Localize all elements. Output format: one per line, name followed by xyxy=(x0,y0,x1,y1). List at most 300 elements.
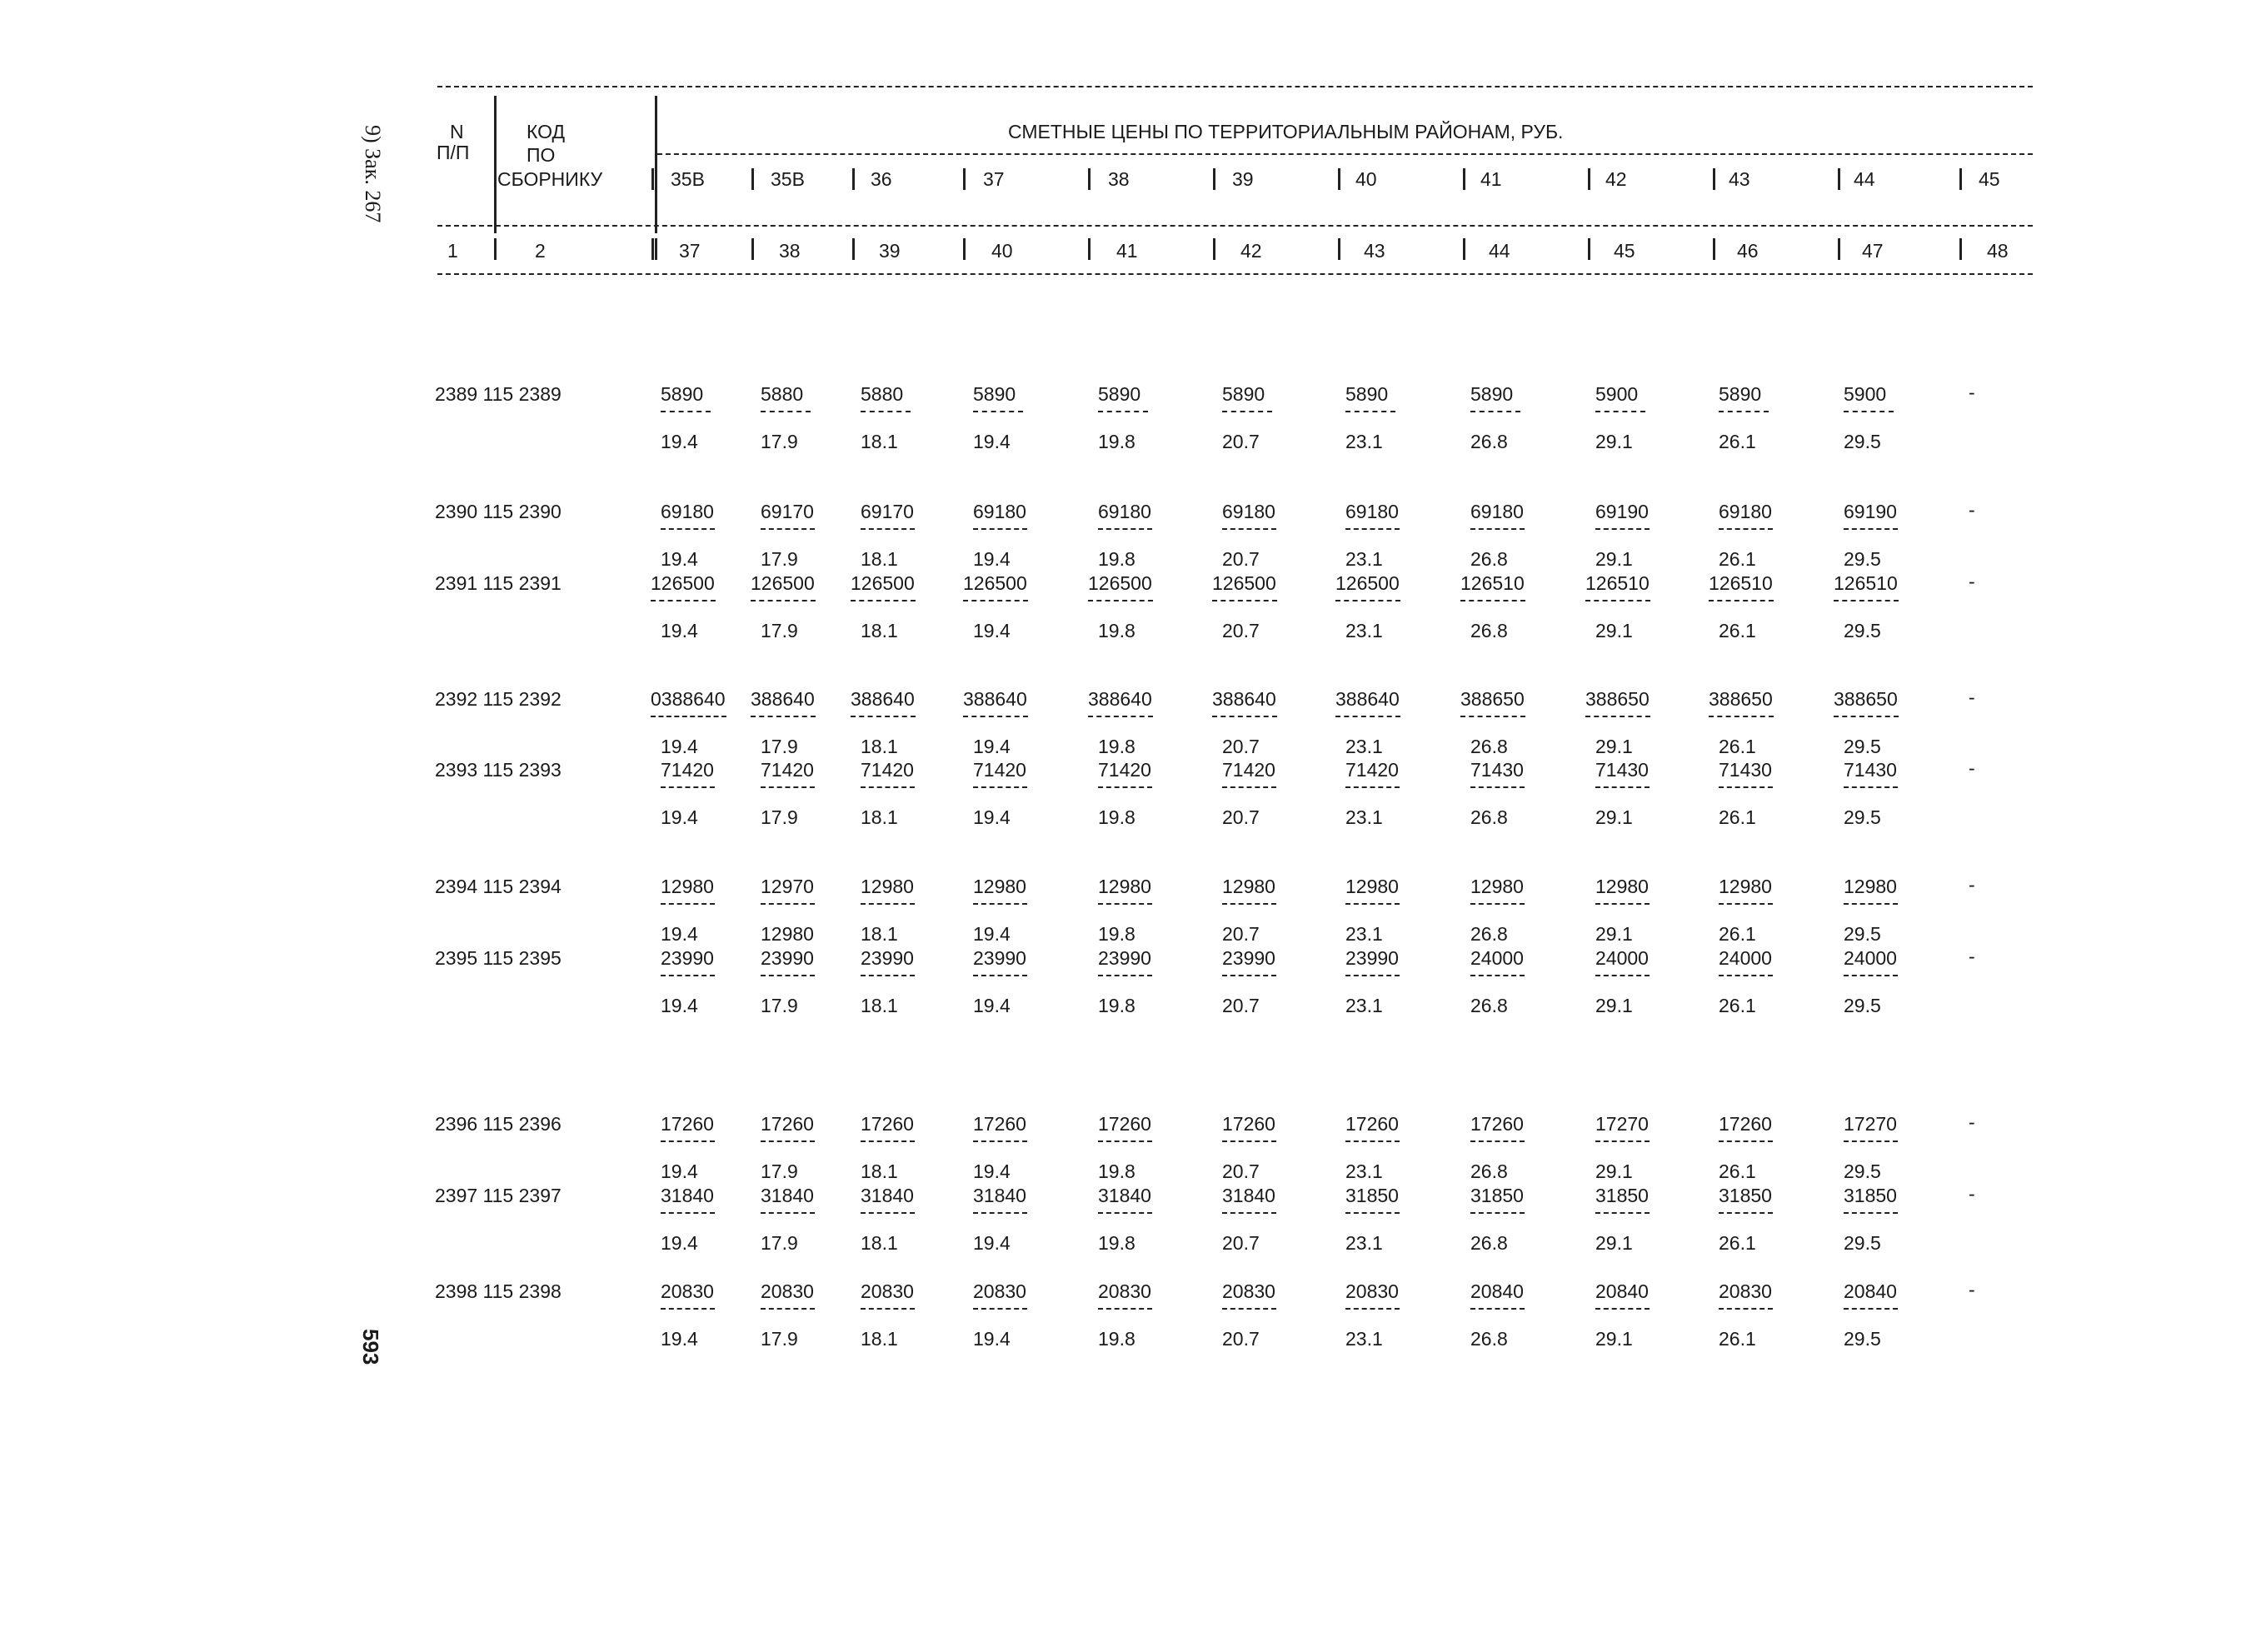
coefficient-value: 19.8 xyxy=(1098,548,1135,570)
fraction-rule xyxy=(1719,1212,1773,1214)
row-label: 2389 115 2389 xyxy=(435,383,562,405)
coefficient-value: 20.7 xyxy=(1222,923,1260,945)
fraction-rule xyxy=(1844,975,1898,976)
region-header-cell: 39 xyxy=(1232,168,1254,190)
price-value: 69180 xyxy=(1470,501,1524,522)
row-label: 2398 115 2398 xyxy=(435,1280,562,1302)
price-value: 5900 xyxy=(1595,383,1639,405)
price-value: 31840 xyxy=(1222,1185,1275,1206)
coefficient-value: 23.1 xyxy=(1345,1232,1383,1254)
coefficient-value: 29.5 xyxy=(1844,1160,1881,1182)
price-value: 388650 xyxy=(1460,688,1525,710)
coefficient-value: 20.7 xyxy=(1222,548,1260,570)
region-separator xyxy=(1338,168,1340,190)
fraction-rule xyxy=(1470,1212,1525,1214)
fraction-rule xyxy=(1098,1140,1152,1142)
coefficient-value: 20.7 xyxy=(1222,620,1260,641)
fraction-rule xyxy=(1335,716,1400,717)
price-value: 126510 xyxy=(1585,572,1650,594)
fraction-rule xyxy=(1098,411,1148,412)
column-index-cell: 37 xyxy=(679,240,701,262)
price-value: 388650 xyxy=(1585,688,1650,710)
price-value: 126500 xyxy=(1088,572,1152,594)
price-value: 12980 xyxy=(1470,876,1524,897)
price-value: 69190 xyxy=(1844,501,1897,522)
region-separator xyxy=(1959,168,1962,190)
coefficient-value: 26.1 xyxy=(1719,1160,1756,1182)
coefficient-value: 19.4 xyxy=(973,736,1011,757)
price-value: 23990 xyxy=(761,947,814,969)
fraction-rule xyxy=(1709,600,1774,601)
coefficient-value: 19.4 xyxy=(973,548,1011,570)
column-index-cell: 48 xyxy=(1987,240,2009,262)
coefficient-value: 19.4 xyxy=(661,431,698,452)
coefficient-value: 19.4 xyxy=(661,1160,698,1182)
coefficient-value: 29.5 xyxy=(1844,1232,1881,1254)
row-label: 2395 115 2395 xyxy=(435,947,562,969)
last-column-dash: - xyxy=(1969,874,1975,896)
price-value: 126500 xyxy=(851,572,915,594)
coefficient-value: 12980 xyxy=(761,923,814,945)
price-value: 69180 xyxy=(1222,501,1275,522)
fraction-rule xyxy=(1345,903,1400,905)
price-value: 126500 xyxy=(963,572,1027,594)
coefficient-value: 20.7 xyxy=(1222,806,1260,828)
price-value: 31850 xyxy=(1470,1185,1524,1206)
coefficient-value: 29.1 xyxy=(1595,736,1633,757)
last-column-dash: - xyxy=(1969,946,1975,967)
price-value: 69170 xyxy=(761,501,814,522)
region-separator xyxy=(1838,168,1840,190)
price-value: 23990 xyxy=(661,947,714,969)
coefficient-value: 29.5 xyxy=(1844,923,1881,945)
fraction-rule xyxy=(861,1212,915,1214)
coefficient-value: 19.4 xyxy=(661,548,698,570)
price-value: 71420 xyxy=(1345,759,1399,781)
header-col2-line2: ПО xyxy=(527,144,556,166)
price-value: 31850 xyxy=(1345,1185,1399,1206)
fraction-rule xyxy=(1098,1212,1152,1214)
price-value: 12980 xyxy=(1345,876,1399,897)
price-value: 12980 xyxy=(861,876,914,897)
fraction-rule xyxy=(1212,600,1277,601)
coefficient-value: 19.8 xyxy=(1098,1328,1135,1350)
fraction-rule xyxy=(1595,786,1650,788)
price-value: 12980 xyxy=(661,876,714,897)
price-value: 126500 xyxy=(1212,572,1276,594)
price-value: 12980 xyxy=(1098,876,1151,897)
coefficient-value: 26.8 xyxy=(1470,431,1508,452)
fraction-rule xyxy=(861,903,915,905)
coefficient-value: 26.8 xyxy=(1470,1328,1508,1350)
coefficient-value: 29.1 xyxy=(1595,620,1633,641)
price-value: 31840 xyxy=(1098,1185,1151,1206)
price-value: 71430 xyxy=(1844,759,1897,781)
price-value: 12980 xyxy=(1844,876,1897,897)
region-separator xyxy=(963,238,966,260)
fraction-rule xyxy=(861,1140,915,1142)
price-value: 31840 xyxy=(761,1185,814,1206)
price-value: 69180 xyxy=(661,501,714,522)
coefficient-value: 17.9 xyxy=(761,995,798,1016)
price-value: 5890 xyxy=(1470,383,1514,405)
region-separator xyxy=(852,238,855,260)
column-index-cell: 41 xyxy=(1116,240,1138,262)
coefficient-value: 26.8 xyxy=(1470,923,1508,945)
price-value: 69180 xyxy=(1098,501,1151,522)
price-value: 20830 xyxy=(1222,1280,1275,1302)
fraction-rule xyxy=(761,1212,815,1214)
region-separator xyxy=(963,168,966,190)
region-separator xyxy=(751,238,754,260)
fraction-rule xyxy=(963,716,1028,717)
price-value: 31850 xyxy=(1844,1185,1897,1206)
fraction-rule xyxy=(651,716,726,717)
coefficient-value: 26.1 xyxy=(1719,431,1756,452)
price-value: 31850 xyxy=(1719,1185,1772,1206)
coefficient-value: 19.4 xyxy=(973,995,1011,1016)
region-header-cell: 43 xyxy=(1729,168,1750,190)
fraction-rule xyxy=(861,1308,915,1310)
row-label: 2393 115 2393 xyxy=(435,759,562,781)
fraction-rule xyxy=(861,975,915,976)
fraction-rule xyxy=(851,716,916,717)
price-value: 12980 xyxy=(1222,876,1275,897)
fraction-rule xyxy=(1470,975,1525,976)
coefficient-value: 29.5 xyxy=(1844,806,1881,828)
region-separator xyxy=(651,238,654,260)
price-value: 126510 xyxy=(1709,572,1773,594)
coefficient-value: 19.4 xyxy=(973,620,1011,641)
fraction-rule xyxy=(661,1212,715,1214)
price-value: 71430 xyxy=(1595,759,1649,781)
coefficient-value: 23.1 xyxy=(1345,548,1383,570)
fraction-rule xyxy=(661,1308,715,1310)
fraction-rule xyxy=(1345,786,1400,788)
price-value: 71420 xyxy=(973,759,1026,781)
coefficient-value: 26.1 xyxy=(1719,1328,1756,1350)
region-separator xyxy=(1588,238,1590,260)
price-value: 24000 xyxy=(1719,947,1772,969)
coefficient-value: 20.7 xyxy=(1222,431,1260,452)
price-value: 31850 xyxy=(1595,1185,1649,1206)
header-col2-line1: КОД xyxy=(527,121,566,142)
fraction-rule xyxy=(1470,1308,1525,1310)
column-index-cell: 38 xyxy=(779,240,801,262)
fraction-rule xyxy=(1844,1212,1898,1214)
coefficient-value: 19.8 xyxy=(1098,995,1135,1016)
fraction-rule xyxy=(661,975,715,976)
column-index-cell: 43 xyxy=(1364,240,1385,262)
fraction-rule xyxy=(761,1140,815,1142)
coefficient-value: 18.1 xyxy=(861,548,898,570)
coefficient-value: 29.5 xyxy=(1844,431,1881,452)
fraction-rule xyxy=(1595,528,1650,530)
price-value: 23990 xyxy=(1098,947,1151,969)
region-separator xyxy=(1463,238,1465,260)
fraction-rule xyxy=(1585,716,1650,717)
price-value: 17260 xyxy=(1470,1113,1524,1135)
fraction-rule xyxy=(1345,1140,1400,1142)
fraction-rule xyxy=(661,786,715,788)
coefficient-value: 23.1 xyxy=(1345,736,1383,757)
fraction-rule xyxy=(861,528,915,530)
price-value: 23990 xyxy=(1345,947,1399,969)
column-index-cell: 42 xyxy=(1240,240,1262,262)
price-value: 12970 xyxy=(761,876,814,897)
price-value: 69180 xyxy=(973,501,1026,522)
coefficient-value: 26.1 xyxy=(1719,1232,1756,1254)
last-column-dash: - xyxy=(1969,382,1975,403)
price-value: 20840 xyxy=(1844,1280,1897,1302)
coefficient-value: 23.1 xyxy=(1345,1160,1383,1182)
price-value: 20840 xyxy=(1470,1280,1524,1302)
price-value: 17270 xyxy=(1595,1113,1649,1135)
region-separator xyxy=(1713,168,1715,190)
fraction-rule xyxy=(1595,903,1650,905)
coefficient-value: 18.1 xyxy=(861,1328,898,1350)
coefficient-value: 29.1 xyxy=(1595,923,1633,945)
fraction-rule xyxy=(1709,716,1774,717)
coefficient-value: 23.1 xyxy=(1345,806,1383,828)
header-col1-line1: N xyxy=(450,121,464,142)
price-value: 17270 xyxy=(1844,1113,1897,1135)
price-value: 71420 xyxy=(661,759,714,781)
fraction-rule xyxy=(761,786,815,788)
price-value: 17260 xyxy=(761,1113,814,1135)
fraction-rule xyxy=(973,786,1027,788)
region-separator xyxy=(1959,238,1962,260)
column-index-cell: 45 xyxy=(1614,240,1635,262)
fraction-rule xyxy=(661,1140,715,1142)
region-separator xyxy=(852,168,855,190)
coefficient-value: 29.5 xyxy=(1844,736,1881,757)
coefficient-value: 19.8 xyxy=(1098,736,1135,757)
fraction-rule xyxy=(963,600,1028,601)
last-column-dash: - xyxy=(1969,571,1975,592)
column-index-cell: 47 xyxy=(1862,240,1884,262)
price-value: 388640 xyxy=(1212,688,1276,710)
coefficient-value: 17.9 xyxy=(761,736,798,757)
price-value: 24000 xyxy=(1595,947,1649,969)
fraction-rule xyxy=(1335,600,1400,601)
fraction-rule xyxy=(1098,1308,1152,1310)
fraction-rule xyxy=(1460,600,1525,601)
coefficient-value: 29.1 xyxy=(1595,431,1633,452)
price-value: 5890 xyxy=(1222,383,1265,405)
coefficient-value: 26.8 xyxy=(1470,736,1508,757)
fraction-rule xyxy=(1222,975,1276,976)
fraction-rule xyxy=(1345,411,1395,412)
page-number: 593 xyxy=(358,1329,383,1365)
price-value: 23990 xyxy=(973,947,1026,969)
price-value: 17260 xyxy=(661,1113,714,1135)
column-index-cell: 44 xyxy=(1489,240,1510,262)
region-header-cell: 45 xyxy=(1979,168,2000,190)
fraction-rule xyxy=(861,411,911,412)
fraction-rule xyxy=(1098,975,1152,976)
price-value: 126500 xyxy=(751,572,815,594)
coefficient-value: 19.4 xyxy=(973,431,1011,452)
coefficient-value: 29.1 xyxy=(1595,548,1633,570)
fraction-rule xyxy=(1222,1212,1276,1214)
price-value: 5890 xyxy=(973,383,1016,405)
price-value: 24000 xyxy=(1470,947,1524,969)
coefficient-value: 26.1 xyxy=(1719,736,1756,757)
column-index-cell: 40 xyxy=(991,240,1013,262)
price-value: 23990 xyxy=(1222,947,1275,969)
price-value: 12980 xyxy=(973,876,1026,897)
coefficient-value: 23.1 xyxy=(1345,923,1383,945)
fraction-rule xyxy=(1844,528,1898,530)
margin-order-number: 9) Зак. 267 xyxy=(361,125,385,223)
coefficient-value: 26.1 xyxy=(1719,923,1756,945)
column-index-cell: 39 xyxy=(879,240,901,262)
row-label: 2397 115 2397 xyxy=(435,1185,562,1206)
fraction-rule xyxy=(1460,716,1525,717)
coefficient-value: 26.1 xyxy=(1719,548,1756,570)
price-value: 71420 xyxy=(861,759,914,781)
fraction-rule xyxy=(1595,975,1650,976)
fraction-rule xyxy=(861,786,915,788)
price-value: 5890 xyxy=(661,383,704,405)
column-index-cell: 2 xyxy=(535,240,546,262)
price-value: 24000 xyxy=(1844,947,1897,969)
fraction-rule xyxy=(1834,716,1899,717)
coefficient-value: 18.1 xyxy=(861,995,898,1016)
coefficient-value: 29.5 xyxy=(1844,995,1881,1016)
coefficient-value: 23.1 xyxy=(1345,431,1383,452)
fraction-rule xyxy=(1844,1308,1898,1310)
coefficient-value: 19.8 xyxy=(1098,1160,1135,1182)
fraction-rule xyxy=(973,975,1027,976)
fraction-rule xyxy=(1222,528,1276,530)
fraction-rule xyxy=(761,903,815,905)
coefficient-value: 19.4 xyxy=(661,806,698,828)
coefficient-value: 17.9 xyxy=(761,1328,798,1350)
last-column-dash: - xyxy=(1969,757,1975,779)
price-value: 23990 xyxy=(861,947,914,969)
region-separator xyxy=(1338,238,1340,260)
price-value: 20840 xyxy=(1595,1280,1649,1302)
coefficient-value: 20.7 xyxy=(1222,736,1260,757)
coefficient-value: 19.4 xyxy=(661,1328,698,1350)
price-value: 17260 xyxy=(1345,1113,1399,1135)
coefficient-value: 26.1 xyxy=(1719,806,1756,828)
fraction-rule xyxy=(1098,528,1152,530)
last-column-dash: - xyxy=(1969,1111,1975,1133)
last-column-dash: - xyxy=(1969,1279,1975,1300)
coefficient-value: 18.1 xyxy=(861,1232,898,1254)
price-value: 71420 xyxy=(1222,759,1275,781)
price-value: 17260 xyxy=(1098,1113,1151,1135)
price-value: 20830 xyxy=(973,1280,1026,1302)
coefficient-value: 29.5 xyxy=(1844,548,1881,570)
price-value: 20830 xyxy=(1719,1280,1772,1302)
price-value: 126510 xyxy=(1834,572,1898,594)
price-value: 126500 xyxy=(651,572,715,594)
coefficient-value: 19.4 xyxy=(973,1232,1011,1254)
header-col2-line3: СБОРНИКУ xyxy=(497,168,603,190)
header-col1-line2: П/П xyxy=(437,142,470,163)
fraction-rule xyxy=(1470,528,1525,530)
coefficient-value: 20.7 xyxy=(1222,995,1260,1016)
fraction-rule xyxy=(661,528,715,530)
price-value: 5890 xyxy=(1098,383,1141,405)
coefficient-value: 20.7 xyxy=(1222,1328,1260,1350)
region-separator xyxy=(1213,168,1215,190)
fraction-rule xyxy=(1222,903,1276,905)
coefficient-value: 19.8 xyxy=(1098,1232,1135,1254)
price-value: 5900 xyxy=(1844,383,1887,405)
price-value: 388650 xyxy=(1834,688,1898,710)
fraction-rule xyxy=(751,716,816,717)
fraction-rule xyxy=(1719,903,1773,905)
fraction-rule xyxy=(1595,411,1645,412)
fraction-rule xyxy=(661,411,711,412)
price-value: 5880 xyxy=(861,383,904,405)
coefficient-value: 19.8 xyxy=(1098,923,1135,945)
price-value: 5890 xyxy=(1345,383,1389,405)
region-header-cell: 44 xyxy=(1854,168,1875,190)
region-header-cell: 36 xyxy=(871,168,892,190)
fraction-rule xyxy=(1345,975,1400,976)
coefficient-value: 29.1 xyxy=(1595,1232,1633,1254)
row-label: 2391 115 2391 xyxy=(435,572,562,594)
region-separator xyxy=(1838,238,1840,260)
coefficient-value: 18.1 xyxy=(861,806,898,828)
last-column-dash: - xyxy=(1969,499,1975,521)
price-value: 388640 xyxy=(963,688,1027,710)
region-header-cell: 42 xyxy=(1605,168,1627,190)
region-separator xyxy=(1588,168,1590,190)
fraction-rule xyxy=(973,1212,1027,1214)
region-separator xyxy=(1463,168,1465,190)
coefficient-value: 18.1 xyxy=(861,923,898,945)
region-separator xyxy=(1713,238,1715,260)
price-value: 17260 xyxy=(1222,1113,1275,1135)
coefficient-value: 26.1 xyxy=(1719,620,1756,641)
fraction-rule xyxy=(1844,411,1894,412)
coefficient-value: 17.9 xyxy=(761,1160,798,1182)
price-value: 0388640 xyxy=(651,688,726,710)
fraction-rule xyxy=(973,903,1027,905)
price-value: 71430 xyxy=(1719,759,1772,781)
fraction-rule xyxy=(1595,1140,1650,1142)
coefficient-value: 26.8 xyxy=(1470,620,1508,641)
coefficient-value: 18.1 xyxy=(861,736,898,757)
row-label: 2394 115 2394 xyxy=(435,876,562,897)
price-value: 17260 xyxy=(861,1113,914,1135)
coefficient-value: 19.4 xyxy=(661,620,698,641)
coefficient-value: 29.1 xyxy=(1595,1328,1633,1350)
coefficient-value: 19.4 xyxy=(973,806,1011,828)
price-value: 69180 xyxy=(1719,501,1772,522)
price-value: 5890 xyxy=(1719,383,1762,405)
price-value: 12980 xyxy=(1719,876,1772,897)
fraction-rule xyxy=(973,411,1023,412)
row-label: 2396 115 2396 xyxy=(435,1113,562,1135)
coefficient-value: 23.1 xyxy=(1345,995,1383,1016)
fraction-rule xyxy=(1595,1212,1650,1214)
fraction-rule xyxy=(1098,903,1152,905)
fraction-rule xyxy=(1222,1308,1276,1310)
fraction-rule xyxy=(973,1140,1027,1142)
coefficient-value: 19.8 xyxy=(1098,620,1135,641)
coefficient-value: 29.1 xyxy=(1595,1160,1633,1182)
price-value: 388650 xyxy=(1709,688,1773,710)
region-separator xyxy=(1088,168,1091,190)
